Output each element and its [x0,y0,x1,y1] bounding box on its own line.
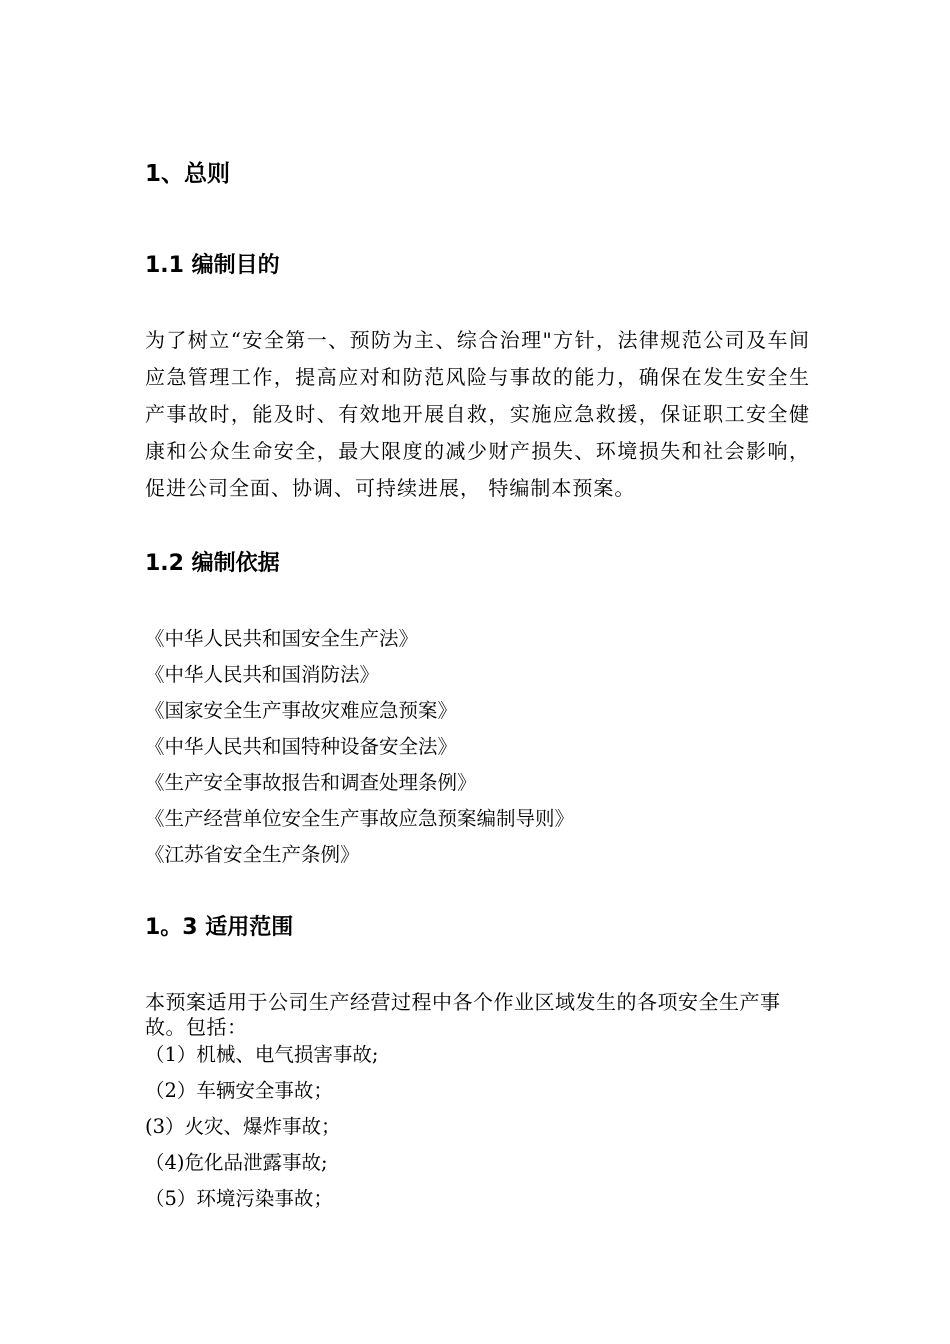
section-title-purpose: 1.1 编制目的 [145,253,280,278]
list-item: 《国家安全生产事故灾难应急预案》 [145,699,458,722]
section-title-basis: 1.2 编制依据 [145,551,280,576]
section-title-scope: 1。3 适用范围 [145,915,294,940]
scope-list [145,1037,378,1217]
law-list [145,621,574,873]
list-item: (3）火灾、爆炸事故； [145,1115,341,1138]
list-item: 《生产安全事故报告和调查处理条例》 [145,771,477,794]
list-item: （2）车辆安全事故； [145,1079,333,1102]
list-item: 《中华人民共和国安全生产法》 [145,627,419,650]
scope-intro: 本预案适用于公司生产经营过程中各个作业区域发生的各项安全生产事故。包括： [145,990,781,1039]
list-item: 《江苏省安全生产条例》 [145,843,360,866]
list-item: 《中华人民共和国消防法》 [145,663,380,686]
section-title-general: 1、总则 [145,161,231,187]
list-item: 《中华人民共和国特种设备安全法》 [145,735,458,758]
list-item: 《生产经营单位安全生产事故应急预案编制导则》 [145,807,575,830]
list-item: （5）环境污染事故； [145,1187,333,1210]
purpose-paragraph: 为了树立“安全第一、预防为主、综合治理"方针，法律规范公司及车间应急管理工作，提高应对和防范风险与事故的能力，确保在发生安全生产事故时，能及时、有效地开展自救，实施应急救援，保证职工安全健康和公众生命安全，最大限度的减少财产损失、环境损失和社会影响，促进公司全面、协调、可持续进展， 特编制本预案。 [145,328,810,500]
list-item: （1）机械、电气损害事故; [145,1043,379,1066]
list-item: （4)危化品泄露事故; [145,1151,328,1174]
